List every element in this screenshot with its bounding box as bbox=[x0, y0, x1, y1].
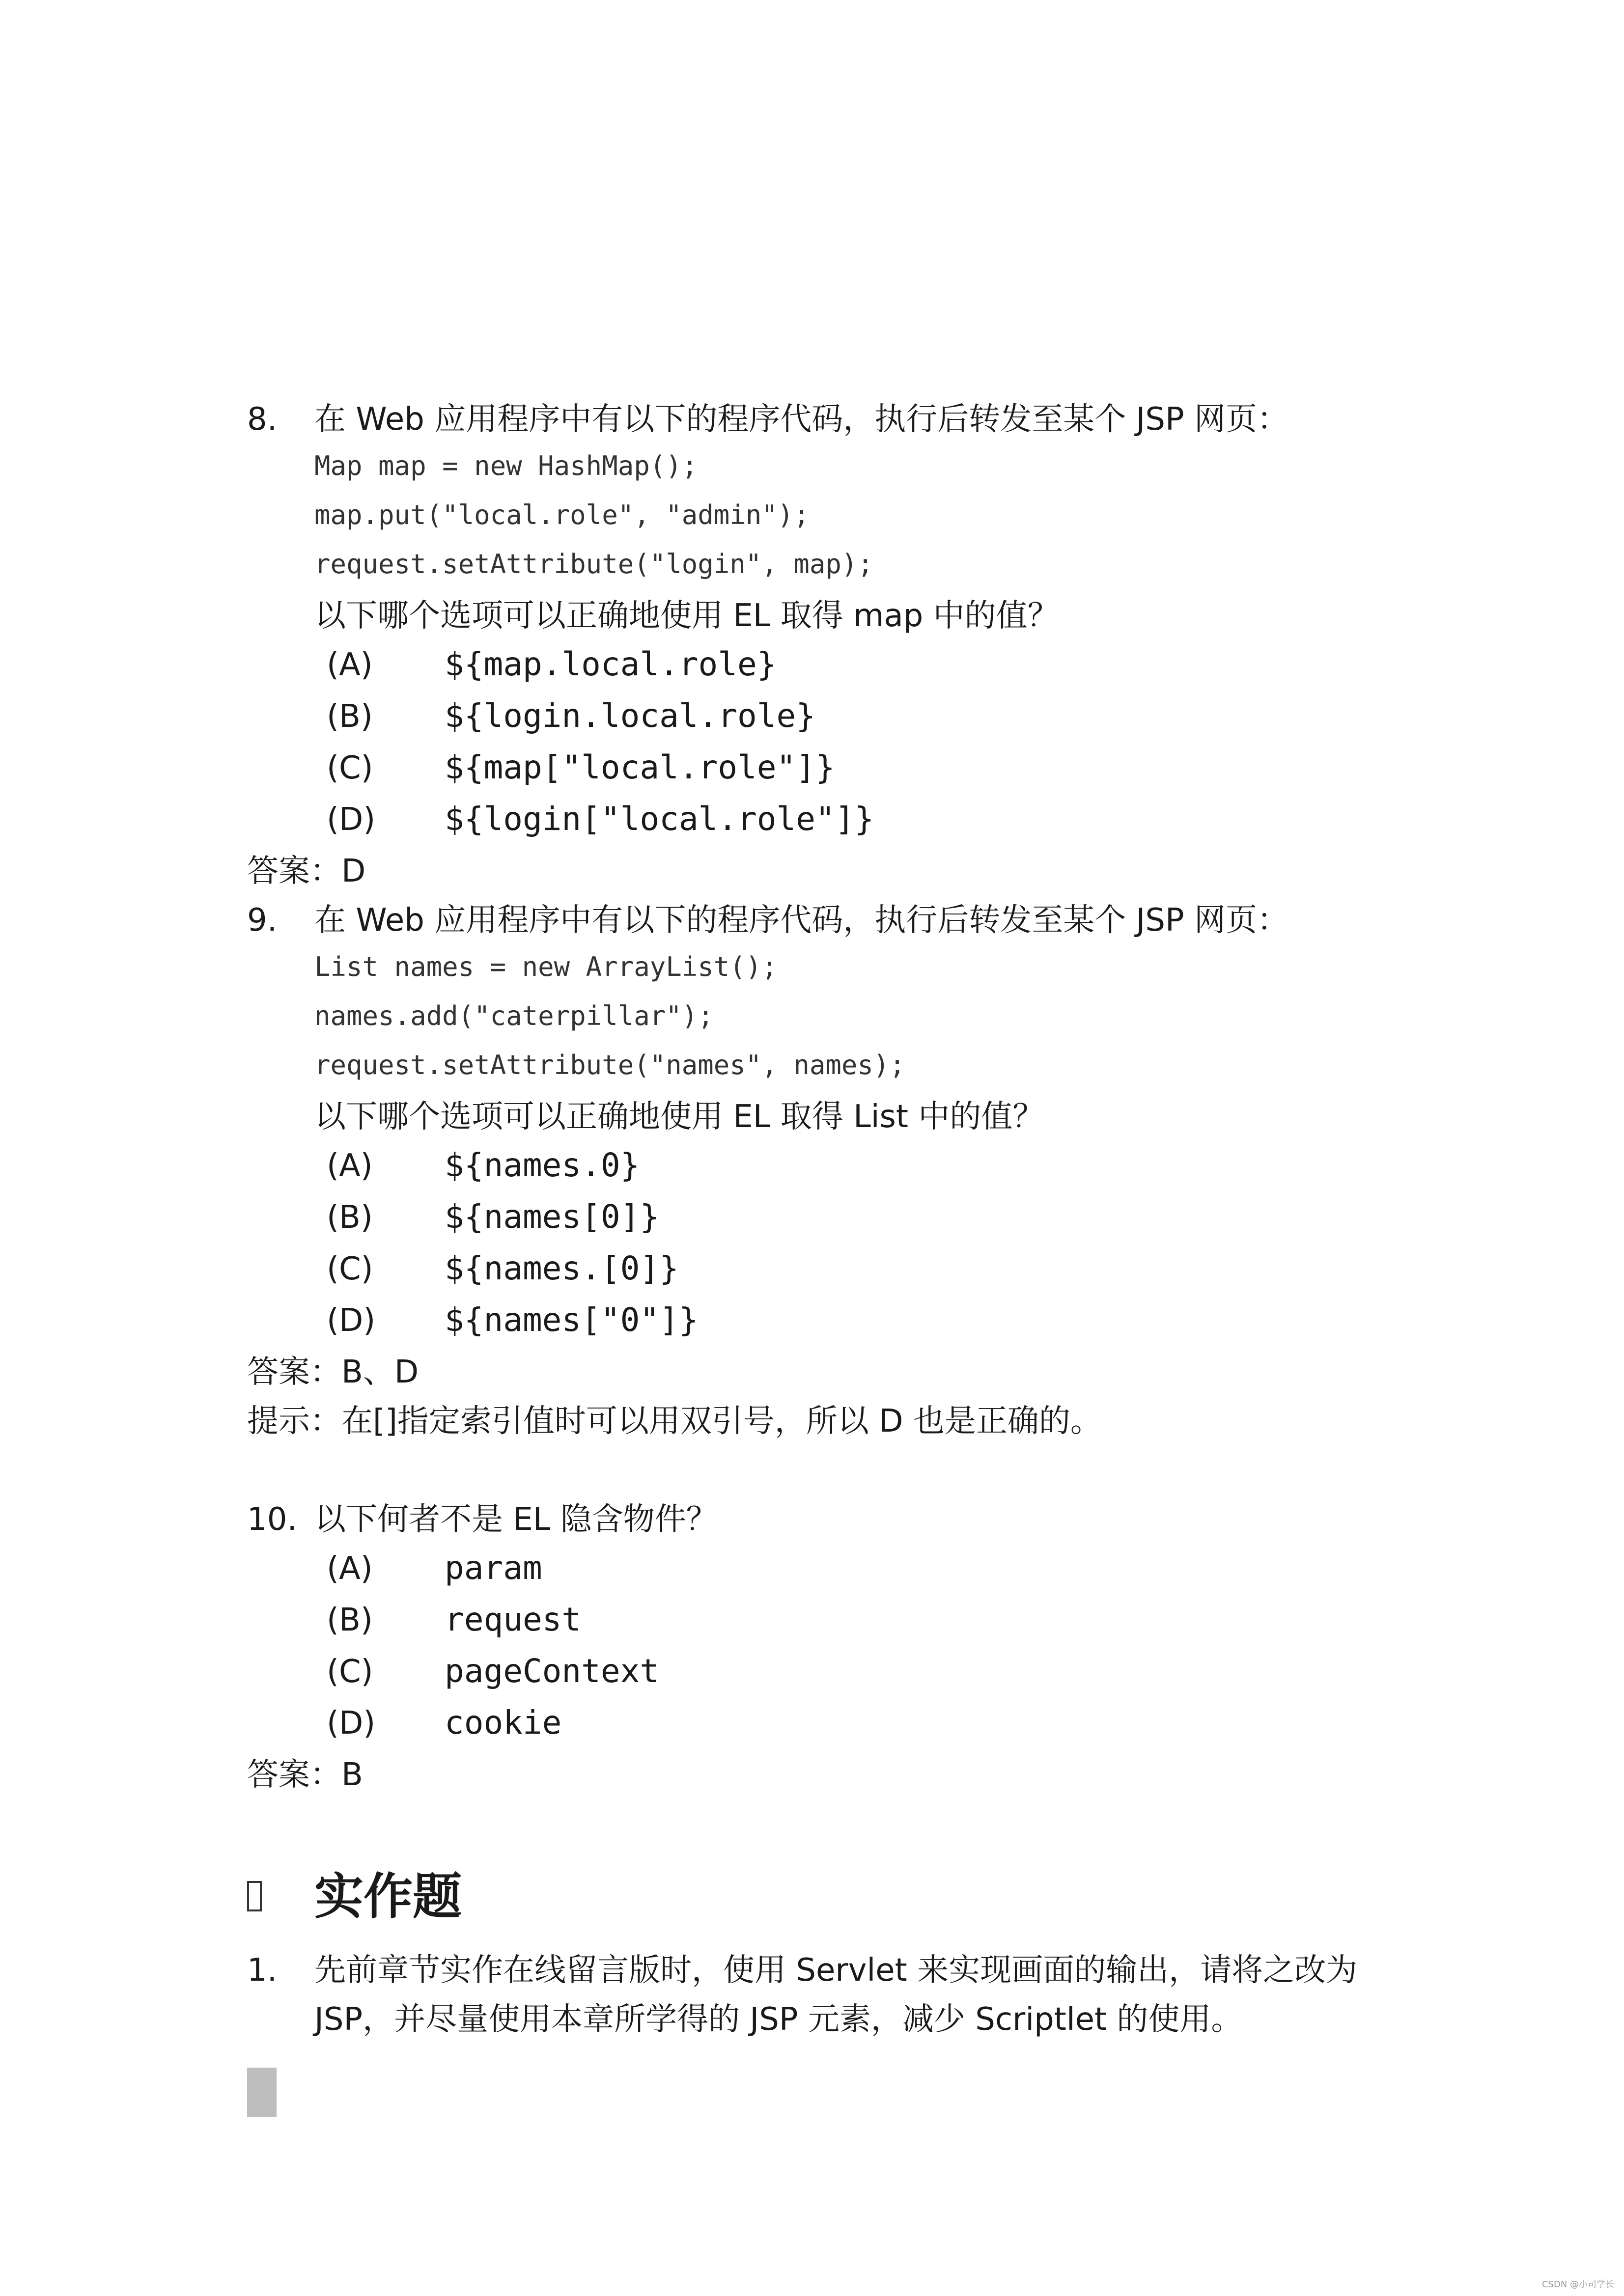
section-title: 实作题 bbox=[314, 1868, 462, 1925]
question-8-option-label: (A) bbox=[327, 647, 373, 683]
question-9-hint: 提示：在[]指定索引值时可以用双引号，所以 D 也是正确的。 bbox=[247, 1403, 1102, 1439]
question-8-code-line: map.put("local.role", "admin"); bbox=[314, 499, 810, 530]
question-8-option-value: ${login["local.role"]} bbox=[445, 800, 874, 838]
question-9-code-line: request.setAttribute("names", names); bbox=[314, 1050, 905, 1080]
question-10-number: 10. bbox=[247, 1501, 297, 1538]
placeholder-block bbox=[247, 2068, 277, 2117]
question-8-option-label: (B) bbox=[327, 698, 373, 735]
question-9-option-value: ${names[0]} bbox=[445, 1198, 660, 1236]
question-9-option-value: ${names.0} bbox=[445, 1146, 640, 1184]
question-10-text: 以下何者不是 EL 隐含物件？ bbox=[314, 1501, 718, 1538]
question-8-answer: 答案：D bbox=[247, 853, 366, 889]
question-10-option-label: (C) bbox=[327, 1654, 373, 1690]
question-8-option-label: (C) bbox=[327, 750, 373, 786]
question-9-text: 在 Web 应用程序中有以下的程序代码，执行后转发至某个 JSP 网页： bbox=[314, 902, 1288, 939]
question-8-prompt: 以下哪个选项可以正确地使用 EL 取得 map 中的值？ bbox=[314, 598, 1059, 634]
practice-1-text-line: 先前章节实作在线留言版时，使用 Servlet 来实现画面的输出，请将之改为 bbox=[314, 1952, 1358, 1989]
question-8-number: 8. bbox=[247, 401, 278, 438]
question-9-number: 9. bbox=[247, 902, 278, 939]
question-9-prompt: 以下哪个选项可以正确地使用 EL 取得 List 中的值？ bbox=[314, 1099, 1044, 1135]
question-10-option-label: (A) bbox=[327, 1550, 373, 1587]
practice-1-text-line: JSP，并尽量使用本章所学得的 JSP 元素，减少 Scriptlet 的使用。 bbox=[314, 2001, 1243, 2038]
question-9-code-line: names.add("caterpillar"); bbox=[314, 1000, 714, 1031]
question-9-option-value: ${names.[0]} bbox=[445, 1249, 679, 1287]
question-9-option-label: (C) bbox=[327, 1251, 373, 1287]
question-10-option-label: (B) bbox=[327, 1602, 373, 1638]
question-8-option-value: ${map["local.role"]} bbox=[445, 748, 835, 786]
question-9-answer: 答案：B、D bbox=[247, 1354, 419, 1390]
question-10-option-label: (D) bbox=[327, 1705, 376, 1742]
section-bullet-icon bbox=[247, 1881, 262, 1911]
question-8-text: 在 Web 应用程序中有以下的程序代码，执行后转发至某个 JSP 网页： bbox=[314, 401, 1288, 438]
question-10-answer: 答案：B bbox=[247, 1757, 363, 1793]
question-9-option-label: (A) bbox=[327, 1148, 373, 1184]
question-8-option-label: (D) bbox=[327, 802, 376, 838]
practice-1-number: 1. bbox=[247, 1952, 278, 1989]
question-9-code-line: List names = new ArrayList(); bbox=[314, 951, 778, 982]
question-8-option-value: ${map.local.role} bbox=[445, 645, 777, 683]
question-9-option-label: (D) bbox=[327, 1302, 376, 1339]
question-10-option-value: cookie bbox=[445, 1704, 562, 1742]
question-10-option-value: request bbox=[445, 1601, 582, 1638]
question-10-option-value: param bbox=[445, 1549, 542, 1587]
question-8-code-line: request.setAttribute("login", map); bbox=[314, 549, 873, 580]
question-8-option-value: ${login.local.role} bbox=[445, 697, 815, 735]
watermark: CSDN @小司学长 bbox=[1541, 2279, 1614, 2290]
question-8-code-line: Map map = new HashMap(); bbox=[314, 450, 698, 481]
question-9-option-value: ${names["0"]} bbox=[445, 1301, 699, 1339]
question-9-option-label: (B) bbox=[327, 1199, 373, 1236]
question-10-option-value: pageContext bbox=[445, 1652, 660, 1690]
